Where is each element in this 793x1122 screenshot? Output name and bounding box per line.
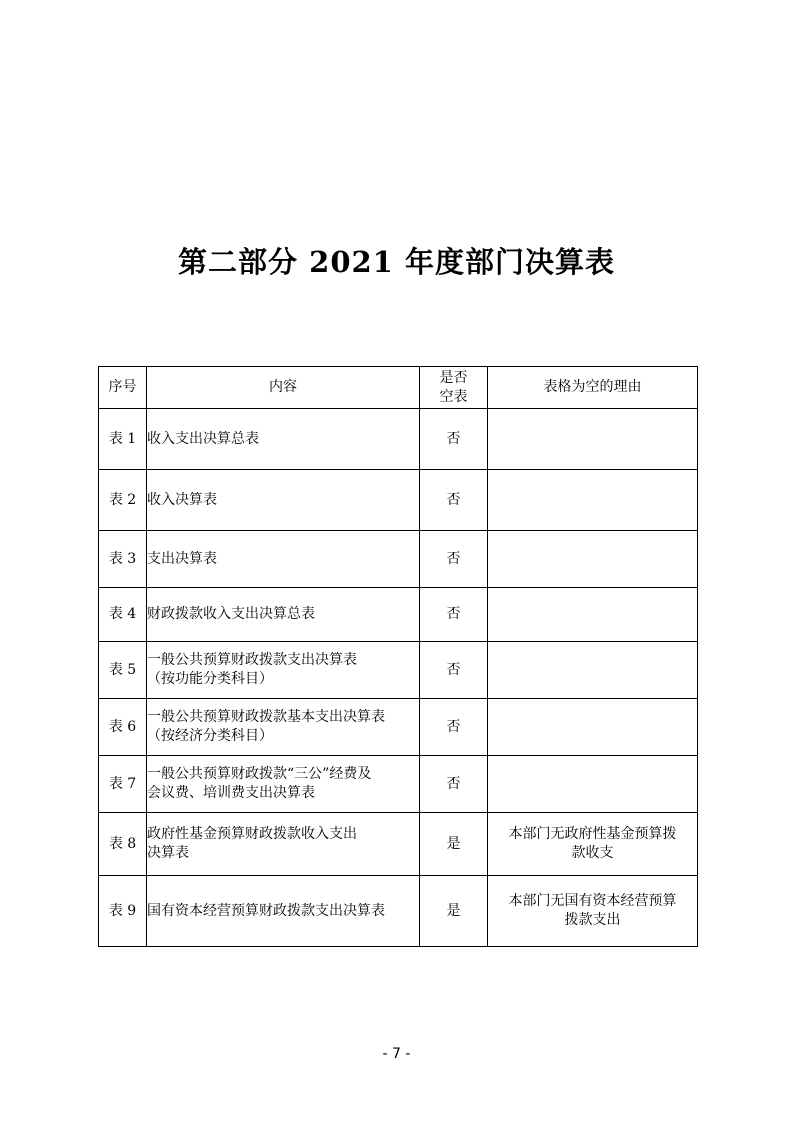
table-row bbox=[99, 642, 698, 699]
row-content: 国有资本经营预算财政拨款支出决算表 bbox=[147, 876, 420, 947]
table-row bbox=[99, 588, 698, 642]
table-row bbox=[99, 813, 698, 876]
row-seq: 表 9 bbox=[99, 876, 147, 947]
table-row bbox=[99, 699, 698, 756]
row-seq: 表 7 bbox=[99, 756, 147, 813]
row-reason bbox=[488, 642, 698, 699]
row-reason bbox=[488, 699, 698, 756]
row-is-empty: 否 bbox=[420, 756, 488, 813]
row-content: 收入决算表 bbox=[147, 470, 420, 531]
row-content: 收入支出决算总表 bbox=[147, 409, 420, 470]
row-is-empty: 否 bbox=[420, 642, 488, 699]
table-header bbox=[99, 367, 698, 409]
header-content: 内容 bbox=[147, 367, 420, 409]
row-reason bbox=[488, 409, 698, 470]
row-seq: 表 1 bbox=[99, 409, 147, 470]
row-reason: 本部门无国有资本经营预算 拨款支出 bbox=[488, 876, 698, 947]
row-seq: 表 8 bbox=[99, 813, 147, 876]
row-content: 支出决算表 bbox=[147, 531, 420, 588]
table-row bbox=[99, 756, 698, 813]
row-reason bbox=[488, 756, 698, 813]
row-reason bbox=[488, 588, 698, 642]
row-seq: 表 2 bbox=[99, 470, 147, 531]
row-reason bbox=[488, 470, 698, 531]
header-row bbox=[99, 367, 698, 409]
row-is-empty: 否 bbox=[420, 699, 488, 756]
header-is-empty: 是否 空表 bbox=[420, 367, 488, 409]
row-reason bbox=[488, 531, 698, 588]
page-title: 第二部分 2021 年度部门决算表 bbox=[178, 245, 615, 279]
row-seq: 表 6 bbox=[99, 699, 147, 756]
row-is-empty: 否 bbox=[420, 470, 488, 531]
table-row bbox=[99, 409, 698, 470]
row-content: 一般公共预算财政拨款基本支出决算表 （按经济分类科目） bbox=[147, 699, 420, 756]
page-number: - 7 - bbox=[382, 1046, 411, 1062]
row-reason: 本部门无政府性基金预算拨 款收支 bbox=[488, 813, 698, 876]
table-body bbox=[99, 409, 698, 947]
header-seq: 序号 bbox=[99, 367, 147, 409]
row-seq: 表 3 bbox=[99, 531, 147, 588]
table-row bbox=[99, 531, 698, 588]
row-is-empty: 否 bbox=[420, 588, 488, 642]
row-seq: 表 4 bbox=[99, 588, 147, 642]
row-is-empty: 否 bbox=[420, 409, 488, 470]
row-is-empty: 是 bbox=[420, 876, 488, 947]
table-row bbox=[99, 876, 698, 947]
row-is-empty: 是 bbox=[420, 813, 488, 876]
row-content: 政府性基金预算财政拨款收入支出 决算表 bbox=[147, 813, 420, 876]
budget-tables-list bbox=[98, 366, 698, 947]
row-content: 财政拨款收入支出决算总表 bbox=[147, 588, 420, 642]
row-content: 一般公共预算财政拨款支出决算表 （按功能分类科目） bbox=[147, 642, 420, 699]
table-row bbox=[99, 470, 698, 531]
row-seq: 表 5 bbox=[99, 642, 147, 699]
header-reason: 表格为空的理由 bbox=[488, 367, 698, 409]
row-is-empty: 否 bbox=[420, 531, 488, 588]
row-content: 一般公共预算财政拨款“三公”经费及 会议费、培训费支出决算表 bbox=[147, 756, 420, 813]
